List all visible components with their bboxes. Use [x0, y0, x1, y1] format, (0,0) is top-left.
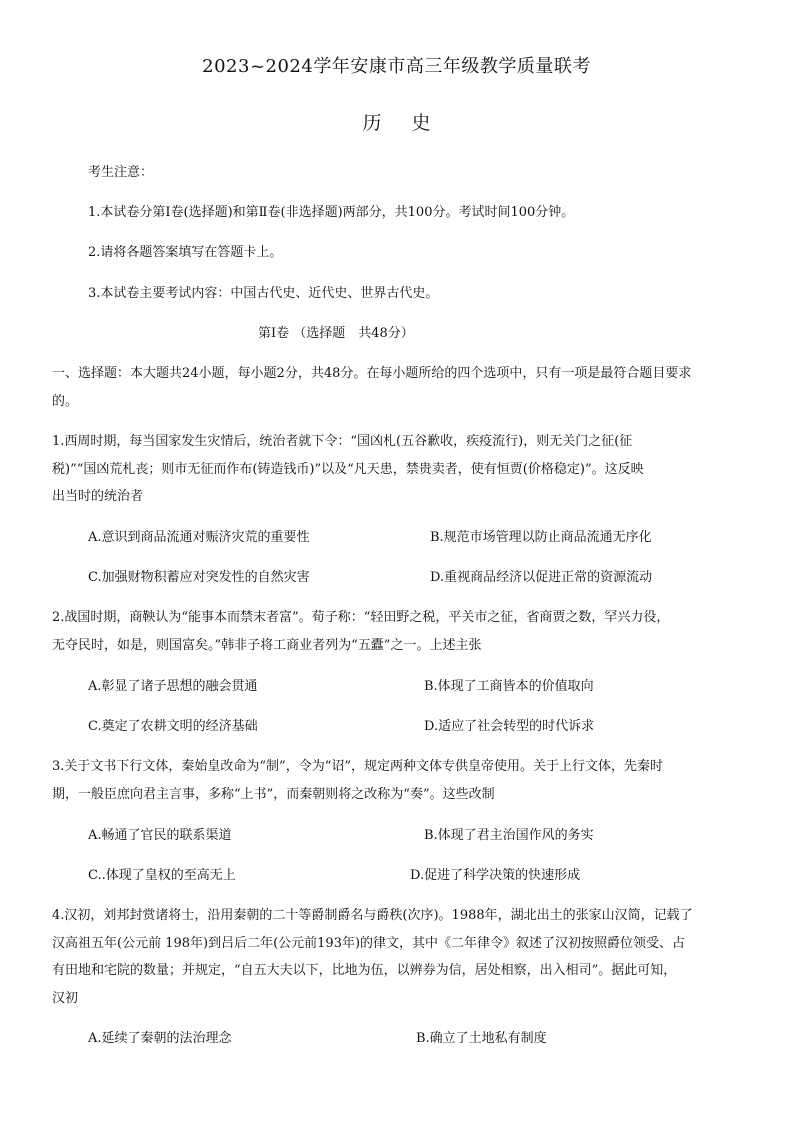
- subject-char-1: 历: [362, 112, 382, 134]
- q3-line-2: 期，一般臣庶向君主言事，多称“上书”，而秦朝则将之改称为“奏”。这些改制: [52, 787, 495, 802]
- q4-option-b: B.确立了土地私有制度: [416, 1031, 547, 1046]
- q4-line-4: 汉初: [52, 991, 79, 1006]
- exam-title: 2023~2024学年安康市高三年级教学质量联考: [202, 56, 591, 77]
- q1-option-b: B.规范市场管理以防止商品流通无序化: [430, 530, 652, 545]
- q4-option-a: A.延续了秦朝的法治理念: [88, 1031, 232, 1046]
- q2-option-b: B.体现了工商皆本的价值取向: [424, 679, 594, 694]
- q3-option-a: A.畅通了官民的联系渠道: [88, 828, 232, 843]
- q1-option-a: A.意识到商品流通对赈济灾荒的重要性: [88, 530, 310, 545]
- q2-option-a: A.彰显了诸子思想的融会贯通: [88, 679, 258, 694]
- part1-heading: 第Ⅰ卷 （选择题 共48分）: [258, 326, 414, 341]
- q1-line-3: 出当时的统治者: [52, 489, 144, 504]
- q3-option-c: C..体现了皇权的至高无上: [88, 868, 236, 883]
- q4-line-2: 汉高祖五年(公元前 198年)到吕后二年(公元前193年)的律文，其中《二年律令》叙述了汉初按照爵位领受、占: [52, 936, 686, 951]
- q3-option-d: D.促进了科学决策的快速形成: [410, 868, 581, 883]
- q1-option-c: C.加强财物积蓄应对突发性的自然灾害: [88, 570, 310, 585]
- notice-item-1: 1.本试卷分第Ⅰ卷(选择题)和第Ⅱ卷(非选择题)两部分，共100分。考试时间100分钟。: [88, 205, 575, 220]
- notice-item-3: 3.本试卷主要考试内容：中国古代史、近代史、世界古代史。: [88, 286, 439, 301]
- q2-option-d: D.适应了社会转型的时代诉求: [424, 719, 595, 734]
- q3-option-b: B.体现了君主治国作风的务实: [424, 828, 594, 843]
- instruction-line-1: 一、选择题：本大题共24小题，每小题2分，共48分。在每小题所给的四个选项中，只有一项是最符合题目要求: [52, 366, 692, 381]
- q4-line-3: 有田地和宅院的数量；并规定，“自五大夫以下，比地为伍，以辨券为信，居处相察，出入相司”。据此可知，: [52, 963, 677, 978]
- subject-char-2: 史: [411, 112, 431, 134]
- q1-line-1: 1.西周时期，每当国家发生灾情后，统治者就下令：“国凶札(五谷歉收，疾疫流行)，则无关门之征(征: [52, 434, 633, 449]
- subject-title: [0, 113, 793, 133]
- notice-heading: 考生注意：: [88, 165, 154, 180]
- q4-line-1: 4.汉初，刘邦封赏诸将士，沿用秦朝的二十等爵制爵名与爵秩(次序)。1988年，湖北出土的张家山汉简，记载了: [52, 908, 693, 923]
- q2-line-2: 无夺民时，如是，则国富矣。”韩非子将工商业者列为“五蠹”之一。上述主张: [52, 638, 482, 653]
- q3-line-1: 3.关于文书下行文体，秦始皇改命为“制”，令为“诏”，规定两种文体专供皇帝使用。关于上行文体，先秦时: [52, 759, 663, 774]
- notice-item-2: 2.请将各题答案填写在答题卡上。: [88, 245, 283, 260]
- q2-option-c: C.奠定了农耕文明的经济基础: [88, 719, 258, 734]
- instruction-line-2: 的。: [52, 394, 79, 409]
- q2-line-1: 2.战国时期，商鞅认为“能事本而禁末者富”。荀子称：“轻田野之税，平关市之征，省商贾之数，罕兴力役，: [52, 610, 670, 625]
- q1-option-d: D.重视商品经济以促进正常的资源流动: [430, 570, 653, 585]
- q1-line-2: 税)”“国凶荒札丧；则市无征而作布(铸造钱币)”以及“凡天患，禁贵卖者，使有恒贾(价格稳定)”。这反映: [52, 462, 644, 477]
